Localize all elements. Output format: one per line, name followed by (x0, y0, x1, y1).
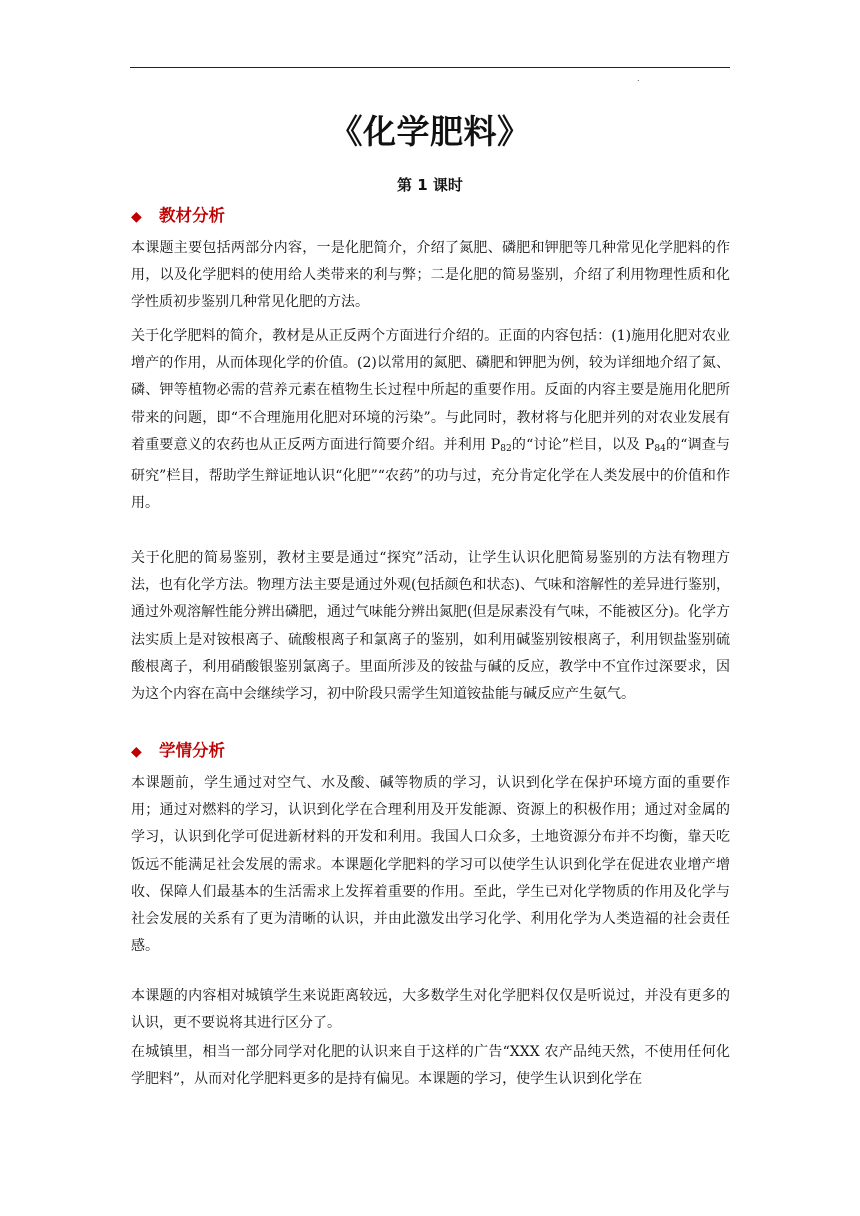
lesson-subtitle: 第 1 课时 (397, 176, 463, 194)
header-rule (130, 67, 730, 68)
section-heading-textbook-analysis: ◆ 教材分析 (131, 204, 225, 228)
section-heading-student-analysis: ◆ 学情分析 (131, 739, 225, 763)
diamond-bullet-icon: ◆ (131, 209, 142, 225)
page-title: 《化学肥料》 (329, 112, 531, 151)
paragraph-student-1: 本课题前，学生通过对空气、水及酸、碱等物质的学习，认识到化学在保护环境方面的重要作用；通过对燃料的学习，认识到化学在合理利用及开发能源、资源上的积极作用；通过对金属的学习，认识到化学可促进新材料的开发和利用。我国人口众多，土地资源分布并不均衡，靠天吃饭远不能满足社会发展的需求。本课题化学肥料的学习可以使学生认识到化学在促进农业增产增收、保障人们最基本的生活需求上发挥着重要的作用。至此，学生已对化学物质的作用及化学与社会发展的关系有了更为清晰的认识，并由此激发出学习化学、利用化学为人类造福的社会责任感。 (131, 775, 730, 955)
paragraph-student-3: 在城镇里，相当一部分同学对化肥的认识来自于这样的广告“XXX 农产品纯天然，不使用任何化学肥料”，从而对化学肥料更多的是持有偏见。本课题的学习，使学生认识到化学在 (131, 1044, 730, 1088)
diamond-bullet-icon: ◆ (131, 744, 142, 760)
paragraph-textbook-3: 关于化肥的简易鉴别，教材主要是通过“探究”活动，让学生认识化肥简易鉴别的方法有物理方法，也有化学方法。物理方法主要是通过外观(包括颜色和状态)、气味和溶解性的差异进行鉴别，通过外观溶解性能分辨出磷肥，通过气味能分辨出氮肥(但是尿素没有气味，不能被区分)。化学方法实质上是对铵根离子、硫酸根离子和氯离子的鉴别，如利用碱鉴别铵根离子，利用钡盐鉴别硫酸根离子，利用硝酸银鉴别氯离子。里面所涉及的铵盐与碱的反应，教学中不宜作过深要求，因为这个内容在高中会继续学习，初中阶段只需学生知道铵盐能与碱反应产生氨气。 (131, 550, 730, 703)
header-dot: . (637, 74, 640, 83)
paragraph-student-2: 本课题的内容相对城镇学生来说距离较远，大多数学生对化学肥料仅仅是听说过，并没有更多的认识，更不要说将其进行区分了。 (131, 988, 730, 1032)
paragraph-textbook-1: 本课题主要包括两部分内容，一是化肥简介，介绍了氮肥、磷肥和钾肥等几种常见化学肥料的作用，以及化学肥料的使用给人类带来的利与弊；二是化肥的简易鉴别，介绍了利用物理性质和化学性质初步鉴别几种常见化肥的方法。 (131, 240, 730, 311)
paragraph-textbook-2: 关于化学肥料的简介，教材是从正反两个方面进行介绍的。正面的内容包括：(1)施用化肥对农业增产的作用，从而体现化学的价值。(2)以常用的氮肥、磷肥和钾肥为例，较为详细地介绍了氮、磷、钾等植物必需的营养元素在植物生长过程中所起的重要作用。反面的内容主要是施用化肥所带来的问题，即“不合理施用化肥对环境的污染”。与此同时，教材将与化肥并列的对农业发展有着重要意义的农药也从正反两方面进行简要介绍。并利用 $P_{82}$的“讨论”栏目，以及 $P_{84}$的“调查与研究”栏目，帮助学生辩证地认识“化肥”“农药”的功与过，充分肯定化学在人类发展中的价值和作用。 (131, 328, 730, 512)
